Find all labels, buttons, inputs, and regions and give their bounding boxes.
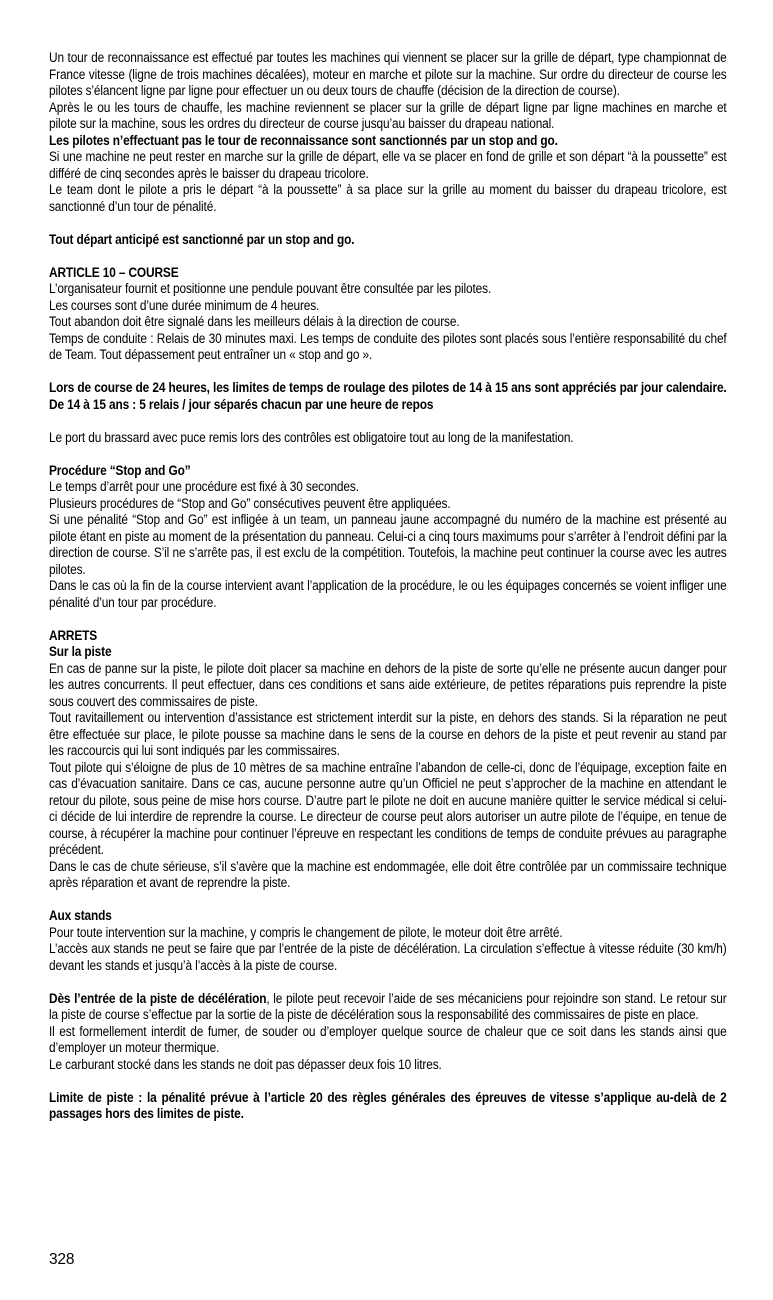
paragraph-ten-metres-rule: Tout pilote qui s’éloigne de plus de 10 mètres de sa machine entraîne l’abandon de celle-ci, donc de l’équipage, exception faite en cas d’évacuation sanitaire. Dans ce cas, aucune personne autre qu’un Officiel ne peut s’approcher de la machine en attendant le retour du pilote, sous peine de mise hors course. D’autre part le pilote ne doit en aucune manière quitter le service médical si celui-ci décide de lui interdire de reprendre la course. Le directeur de course peut alors autoriser un autre pilote de l’équipe, en tenue de course, à récupérer la machine pour continuer l’épreuve en respectant les conditions de temps de conduite prévues au paragraphe précédent.	[49, 759, 727, 857]
paragraph-end-of-race-penalty: Dans le cas où la fin de la course intervient avant l’application de la procédure, le ou les équipages concernés se voient infliger une pénalité d’un tour par procédure.	[49, 578, 727, 610]
paragraph-consecutive-procedures: Plusieurs procédures de “Stop and Go” consécutives peuvent être appliquées.	[49, 495, 451, 511]
rule-no-reconnaissance-penalty: Les pilotes n’effectuant pas le tour de reconnaissance sont sanctionnés par un stop and go.	[49, 132, 558, 148]
paragraph-push-start-penalty: Le team dont le pilote a pris le départ “à la poussette” à sa place sur la grille au moment du baisser du drapeau tricolore, est sanctionné d’un tour de pénalité.	[49, 182, 727, 214]
paragraph-serious-crash-check: Dans le cas de chute sérieuse, s’il s’avère que la machine est endommagée, elle doit être contrôlée par un commissaire technique après réparation et avant de reprendre la piste.	[49, 858, 727, 890]
rule-track-limits: Limite de piste : la pénalité prévue à l’article 20 des règles générales des épreuves de vitesse s’applique au-delà de 2 passages hors des limites de piste.	[49, 1089, 727, 1121]
paragraph-warmup-laps: Après le ou les tours de chauffe, les machine reviennent se placer sur la grille de départ ligne par ligne machines en marche et pilote sur la machine, sous les ordres du directeur de course jusqu’au baisser du drapeau national.	[49, 99, 727, 131]
paragraph-no-smoking-welding: Il est formellement interdit de fumer, de souder ou d’employer quelque source de chaleur que ce soit dans les stands ainsi que d’employer un moteur thermique.	[49, 1023, 727, 1055]
subheading-aux-stands: Aux stands	[49, 908, 112, 923]
page-number: 328	[49, 1251, 75, 1268]
paragraph-deceleration-lane	[49, 991, 727, 1024]
document-body	[49, 50, 727, 1123]
rule-jump-start-penalty: Tout départ anticipé est sanctionné par un stop and go.	[49, 231, 355, 247]
paragraph-refuelling-forbidden: Tout ravitaillement ou intervention d’assistance est strictement interdit sur la piste, en dehors des stands. Si la réparation ne peut être effectuée sur place, le pilote pousse sa machine dans le sens de la course en dehors de la piste et peut revenir au stand par les raccourcis qui lui sont indiqués par les commissaires.	[49, 710, 727, 758]
heading-article-10-course: ARTICLE 10 – COURSE	[49, 264, 179, 280]
paragraph-stop-duration: Le temps d’arrêt pour une procédure est fixé à 30 secondes.	[49, 479, 359, 494]
rule-24h-young-riders: Lors de course de 24 heures, les limites de temps de roulage des pilotes de 14 à 15 ans sont appréciés par jour calendaire. De 14 à 15 ans : 5 relais / jour séparés chacun par une heure de repos	[49, 380, 727, 412]
paragraph-fuel-storage-limit: Le carburant stocké dans les stands ne doit pas dépasser deux fois 10 litres.	[49, 1056, 442, 1072]
heading-arrets: ARRETS	[49, 627, 98, 643]
paragraph-armband-chip: Le port du brassard avec puce remis lors des contrôles est obligatoire tout au long de la manifestation.	[49, 429, 574, 445]
paragraph-stop-and-go-panel: Si une pénalité “Stop and Go” est infligée à un team, un panneau jaune accompagné du numéro de la machine est présenté au pilote étant en piste au moment de la présentation du panneau. Celui-ci a cinq tours maximums pour s’arrêter à l’endroit défini par la direction de course. S’il ne s’arrête pas, il est exclu de la compétition. Toutefois, la machine peut continuer la course avec les autres pilotes.	[49, 512, 727, 577]
paragraph-driving-time: Temps de conduite : Relais de 30 minutes maxi. Les temps de conduite des pilotes sont placés sous l’entière responsabilité du chef de Team. Tout dépassement peut entraîner un « stop and go ».	[49, 330, 727, 362]
paragraph-reconnaissance-lap: Un tour de reconnaissance est effectué par toutes les machines qui viennent se placer sur la grille de départ, type championnat de France vitesse (ligne de trois machines décalées), moteur en marche et pilote sur la machine. Sur ordre du directeur de course les pilotes s’élancent ligne par ligne pour effectuer un ou deux tours de chauffe (décision de la direction de course).	[49, 50, 727, 98]
deceleration-lane-rest: , le pilote peut recevoir l’aide de ses mécaniciens pour rejoindre son stand. Le retour sur la piste de course s’effectue par la sortie de la piste de décélération sous la responsabilité des commissaires de piste en place.	[49, 990, 727, 1022]
deceleration-lane-lead: Dès l’entrée de la piste de décélération	[49, 990, 267, 1006]
paragraph-push-start: Si une machine ne peut rester en marche sur la grille de départ, elle va se placer en fond de grille et son départ “à la poussette” est différé de cinq secondes après le baisser du drapeau tricolore.	[49, 149, 727, 181]
paragraph-race-duration: Les courses sont d’une durée minimum de 4 heures.	[49, 297, 320, 313]
paragraph-abandon-notice: Tout abandon doit être signalé dans les meilleurs délais à la direction de course.	[49, 314, 460, 329]
paragraph-breakdown-on-track: En cas de panne sur la piste, le pilote doit placer sa machine en dehors de la piste de sorte qu’elle ne présente aucun danger pour les autres concurrents. Il peut effectuer, dans ces conditions et sans aide extérieure, de petites réparations puis reprendre la piste sous couvert des commissaires de piste.	[49, 660, 727, 709]
paragraph-clock-provided: L’organisateur fournit et positionne une pendule pouvant être consultée par les pilotes.	[49, 281, 492, 296]
paragraph-pit-access: L’accès aux stands ne peut se faire que par l’entrée de la piste de décélération. La circulation s’effectue à vitesse réduite (30 km/h) devant les stands et jusqu’à l’accès à la piste de course.	[49, 941, 727, 973]
heading-procedure-stop-and-go: Procédure “Stop and Go”	[49, 462, 191, 478]
paragraph-engine-off: Pour toute intervention sur la machine, y compris le changement de pilote, le moteur doit être arrêté.	[49, 924, 563, 940]
subheading-sur-la-piste: Sur la piste	[49, 644, 112, 659]
